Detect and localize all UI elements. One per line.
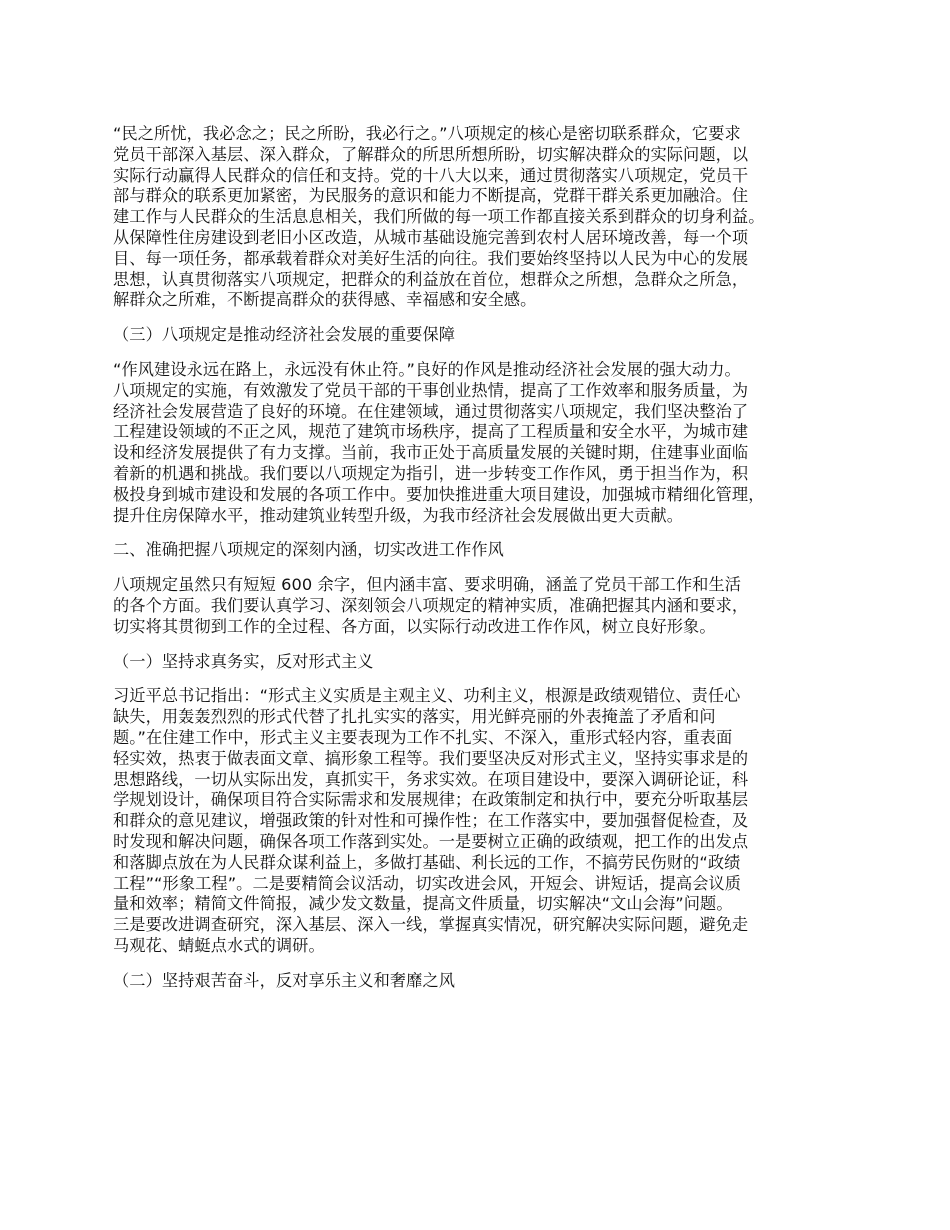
section-heading-3 <box>113 325 855 346</box>
text-line: 和落脚点放在为人民群众谋利益上，多做打基础、利长远的工作，不搞劳民伤财的“政绩 <box>113 852 741 872</box>
text-line: 设和经济发展提供了有力支撑。当前，我市正处于高质量发展的关键时期，住建事业面临 <box>113 443 749 463</box>
text-line: 八项规定虽然只有短短 600 余字，但内涵丰富、要求明确，涵盖了党员干部工作和生活 <box>113 575 742 595</box>
text-line: 切实将其贯彻到工作的全过程、各方面，以实际行动改进工作作风，树立良好形象。 <box>113 616 716 636</box>
text-line: “作风建设永远在路上，永远没有休止符。”良好的作风是推动经济社会发展的强大动力。 <box>113 359 741 379</box>
text-line: 题。”在住建工作中，形式主义主要表现为工作不扎实、不深入，重形式轻内容，重表面 <box>113 727 733 747</box>
text-line: 极投身到城市建设和发展的各项工作中。要加快推进重大项目建设，加强城市精细化管理， <box>113 484 765 504</box>
text-line: 和群众的意见建议，增强政策的针对性和可操作性；在工作落实中，要加强督促检查，及 <box>113 811 749 831</box>
document-body <box>113 124 855 1005</box>
heading-text: 二、准确把握八项规定的深刻内涵，切实改进工作作风 <box>113 540 504 560</box>
text-line: 从保障性住房建设到老旧小区改造，从城市基础设施完善到农村人居环境改善，每一个项 <box>113 227 749 247</box>
paragraph-economic-development <box>113 360 855 526</box>
text-line: 学规划设计，确保项目符合实际需求和发展规律；在政策制定和执行中，要充分听取基层 <box>113 790 749 810</box>
text-line: 轻实效，热衷于做表面文章、搞形象工程等。我们要坚决反对形式主义，坚持实事求是的 <box>113 748 749 768</box>
text-line: 八项规定的实施，有效激发了党员干部的干事创业热情，提高了工作效率和服务质量，为 <box>113 380 749 400</box>
text-line: 解群众之所难，不断提高群众的获得感、幸福感和安全感。 <box>113 290 537 310</box>
text-line: 党员干部深入基层、深入群众，了解群众的所思所想所盼，切实解决群众的实际问题，以 <box>113 144 749 164</box>
paragraph-eight-rules-content <box>113 575 855 637</box>
text-line: 马观花、蜻蜓点水式的调研。 <box>113 935 325 955</box>
text-line: 的各个方面。我们要认真学习、深刻领会八项规定的精神实质，准确把握其内涵和要求， <box>113 595 749 615</box>
paragraph-anti-formalism <box>113 686 855 956</box>
text-line: 时发现和解决问题，确保各项工作落到实处。一是要树立正确的政绩观，把工作的出发点 <box>113 831 749 851</box>
paragraph-mass-line <box>113 124 855 311</box>
text-line: 习近平总书记指出：“形式主义实质是主观主义、功利主义，根源是政绩观错位、责任心 <box>113 686 741 706</box>
text-line: 着新的机遇和挑战。我们要以八项规定为指引，进一步转变工作作风，勇于担当作为，积 <box>113 463 749 483</box>
subsection-heading-2 <box>113 971 855 992</box>
text-line: 实际行动赢得人民群众的信任和支持。党的十八大以来，通过贯彻落实八项规定，党员干 <box>113 165 749 185</box>
text-line: 建工作与人民群众的生活息息相关，我们所做的每一项工作都直接关系到群众的切身利益。 <box>113 207 765 227</box>
heading-text: （一）坚持求真务实，反对形式主义 <box>113 651 374 671</box>
text-line: “民之所忧，我必念之；民之所盼，我必行之。”八项规定的核心是密切联系群众，它要求 <box>113 124 741 143</box>
text-line: 思想，认真贯彻落实八项规定，把群众的利益放在首位，想群众之所想，急群众之所急， <box>113 269 749 289</box>
text-line: 缺失，用轰轰烈烈的形式代替了扎扎实实的落实，用光鲜亮丽的外表掩盖了矛盾和问 <box>113 707 716 727</box>
text-line: 经济社会发展营造了良好的环境。在住建领域，通过贯彻落实八项规定，我们坚决整治了 <box>113 401 749 421</box>
heading-text: （三）八项规定是推动经济社会发展的重要保障 <box>113 325 456 345</box>
heading-text: （二）坚持艰苦奋斗，反对享乐主义和奢靡之风 <box>113 970 456 990</box>
text-line: 提升住房保障水平，推动建筑业转型升级，为我市经济社会发展做出更大贡献。 <box>113 505 684 525</box>
section-heading-2 <box>113 540 855 561</box>
text-line: 部与群众的联系更加紧密，为民服务的意识和能力不断提高，党群干群关系更加融洽。住 <box>113 186 749 206</box>
text-line: 目、每一项任务，都承载着群众对美好生活的向往。我们要始终坚持以人民为中心的发展 <box>113 248 749 268</box>
text-line: 思想路线，一切从实际出发，真抓实干，务求实效。在项目建设中，要深入调研论证，科 <box>113 769 749 789</box>
text-line: 三是要改进调查研究，深入基层、深入一线，掌握真实情况，研究解决实际问题，避免走 <box>113 915 749 935</box>
text-line: 量和效率；精简文件简报，减少发文数量，提高文件质量，切实解决“文山会海”问题。 <box>113 894 733 914</box>
text-line: 工程建设领域的不正之风，规范了建筑市场秩序，提高了工程质量和安全水平，为城市建 <box>113 422 749 442</box>
subsection-heading-1 <box>113 652 855 673</box>
text-line: 工程”“形象工程”。二是要精简会议活动，切实改进会风，开短会、讲短话，提高会议质 <box>113 873 742 893</box>
